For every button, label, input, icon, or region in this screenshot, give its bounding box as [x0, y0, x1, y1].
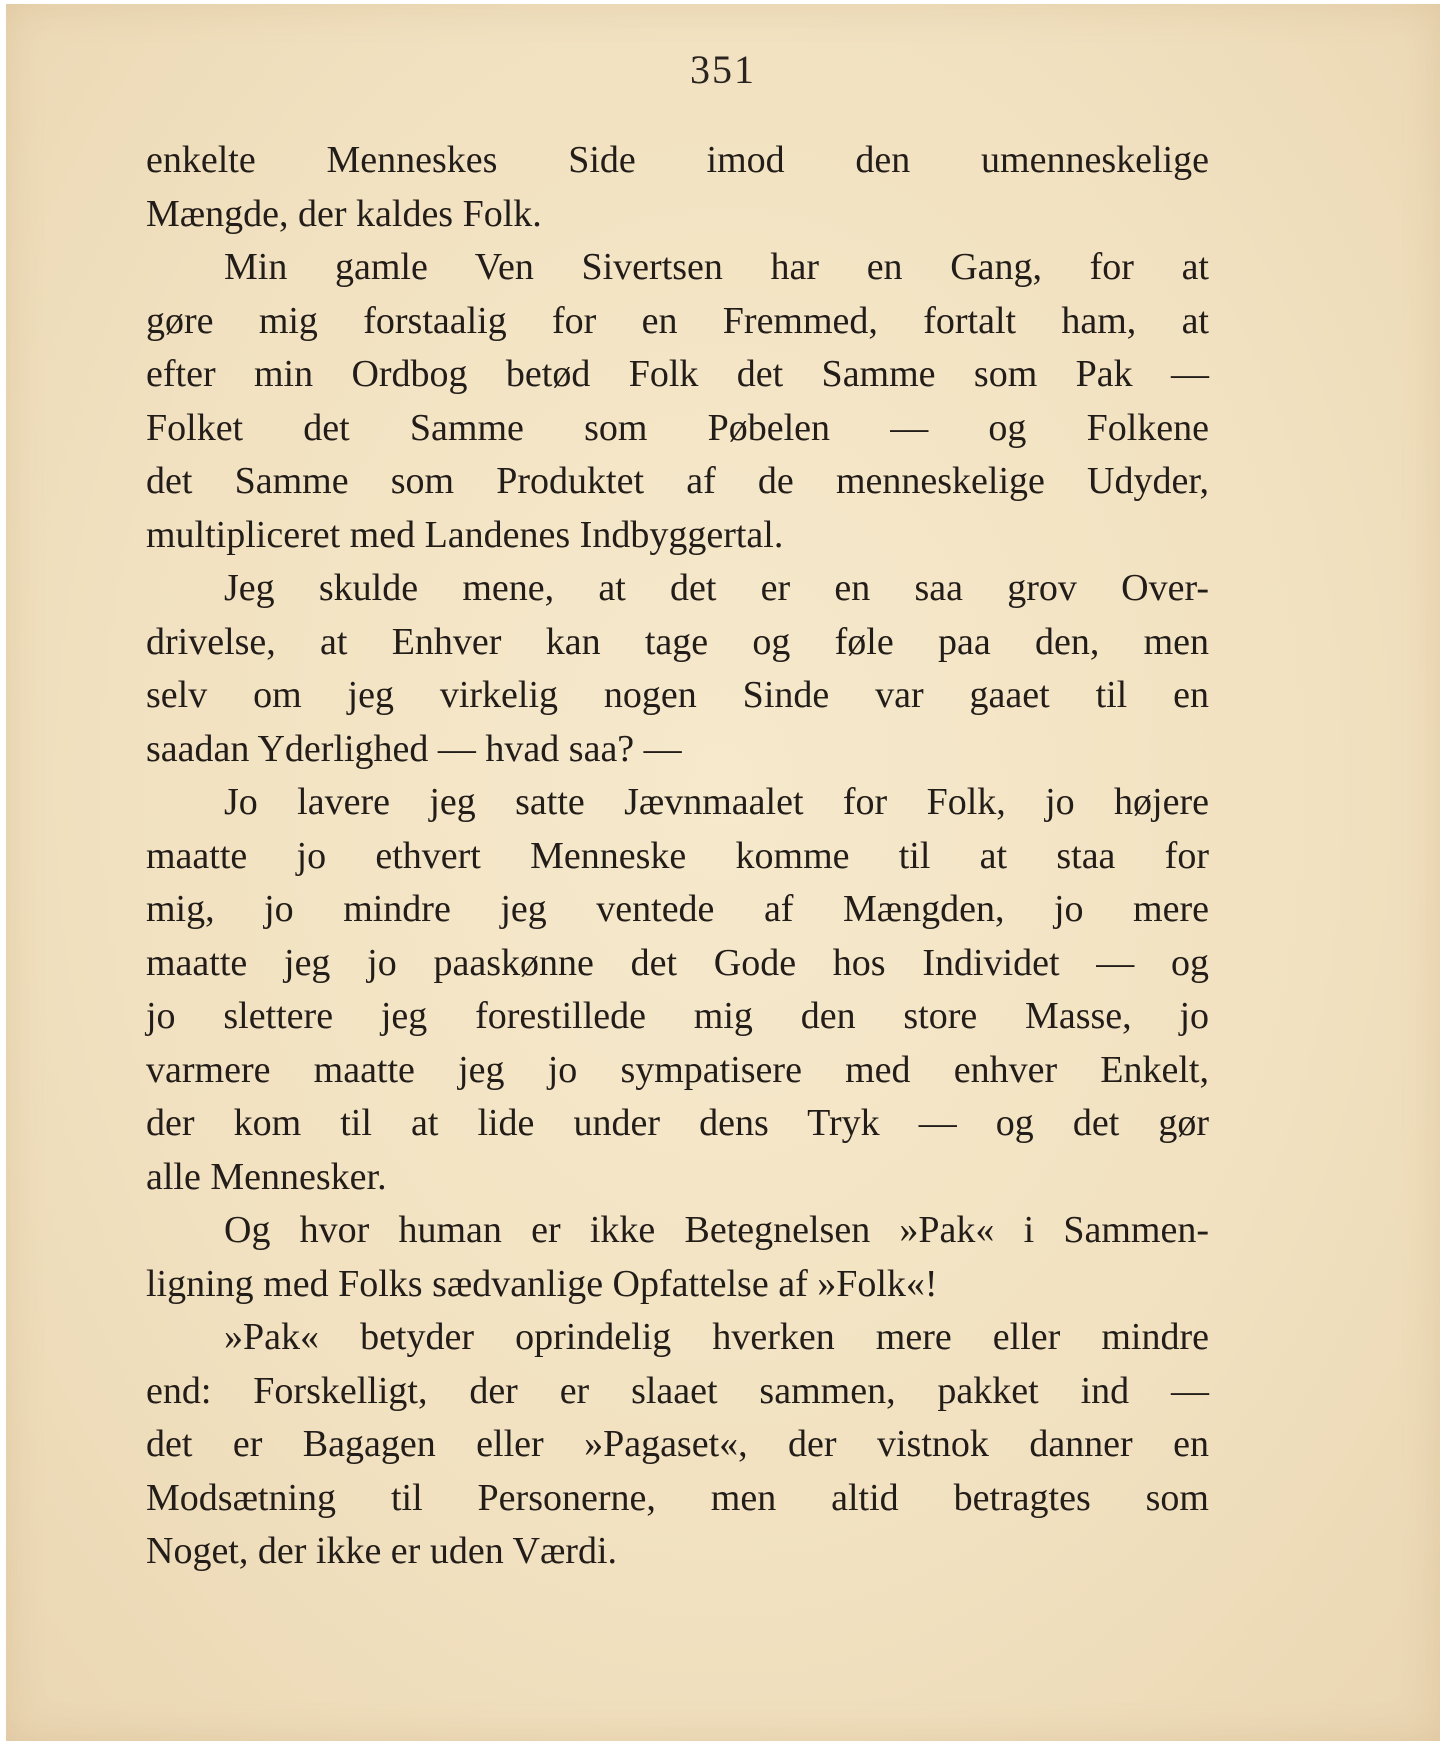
text-line: ligning med Folks sædvanlige Opfattelse af »Folk«! — [146, 1262, 938, 1305]
text-line: drivelse, at Enhver kan tage og føle paa den, men — [146, 620, 1209, 663]
text-line: maatte jeg jo paaskønne det Gode hos Individet — og — [146, 941, 1209, 984]
text-line: jo slettere jeg forestillede mig den store Masse, jo — [146, 995, 1209, 1037]
text-line: det er Bagagen eller »Pagaset«, der vistnok danner en — [146, 1423, 1209, 1465]
text-line: Min gamle Ven Sivertsen har en Gang, for at — [224, 246, 1209, 288]
text-line: Noget, der ikke er uden Værdi. — [146, 1530, 618, 1572]
text-line: maatte jo ethvert Menneske komme til at staa for — [146, 834, 1209, 877]
body-text — [146, 134, 1209, 1579]
text-line: det Samme som Produktet af de menneskelige Udyder, — [146, 460, 1209, 502]
text-line: der kom til at lide under dens Tryk — og det gør — [146, 1102, 1209, 1144]
text-line: mig, jo mindre jeg ventede af Mængden, jo mere — [146, 888, 1209, 930]
text-line: multipliceret med Landenes Indbyggertal. — [146, 513, 784, 556]
text-line: saadan Yderlighed — hvad saa? — — [146, 727, 682, 770]
text-line: »Pak« betyder oprindelig hverken mere eller mindre — [224, 1316, 1209, 1358]
text-line: efter min Ordbog betød Folk det Samme som Pak — — [146, 353, 1209, 395]
text-line: Og hvor human er ikke Betegnelsen »Pak« i Sammen- — [224, 1209, 1209, 1251]
text-line: varmere maatte jeg jo sympatisere med enhver Enkelt, — [146, 1048, 1209, 1091]
text-line: Mængde, der kaldes Folk. — [146, 192, 542, 235]
page-number: 351 — [690, 47, 756, 92]
text-line: Folket det Samme som Pøbelen — og Folkene — [146, 406, 1209, 449]
text-line: selv om jeg virkelig nogen Sinde var gaaet til en — [146, 674, 1209, 716]
text-line: Modsætning til Personerne, men altid betragtes som — [146, 1476, 1209, 1519]
text-line: Jeg skulde mene, at det er en saa grov Over- — [224, 567, 1209, 609]
text-line: alle Mennesker. — [146, 1155, 387, 1198]
book-page — [6, 4, 1440, 1741]
text-line: Jo lavere jeg satte Jævnmaalet for Folk, jo højere — [224, 781, 1209, 823]
text-line: end: Forskelligt, der er slaaet sammen, pakket ind — — [146, 1369, 1209, 1412]
text-line: gøre mig forstaalig for en Fremmed, fortalt ham, at — [146, 299, 1209, 342]
text-line: enkelte Menneskes Side imod den umenneskelige — [146, 139, 1209, 181]
